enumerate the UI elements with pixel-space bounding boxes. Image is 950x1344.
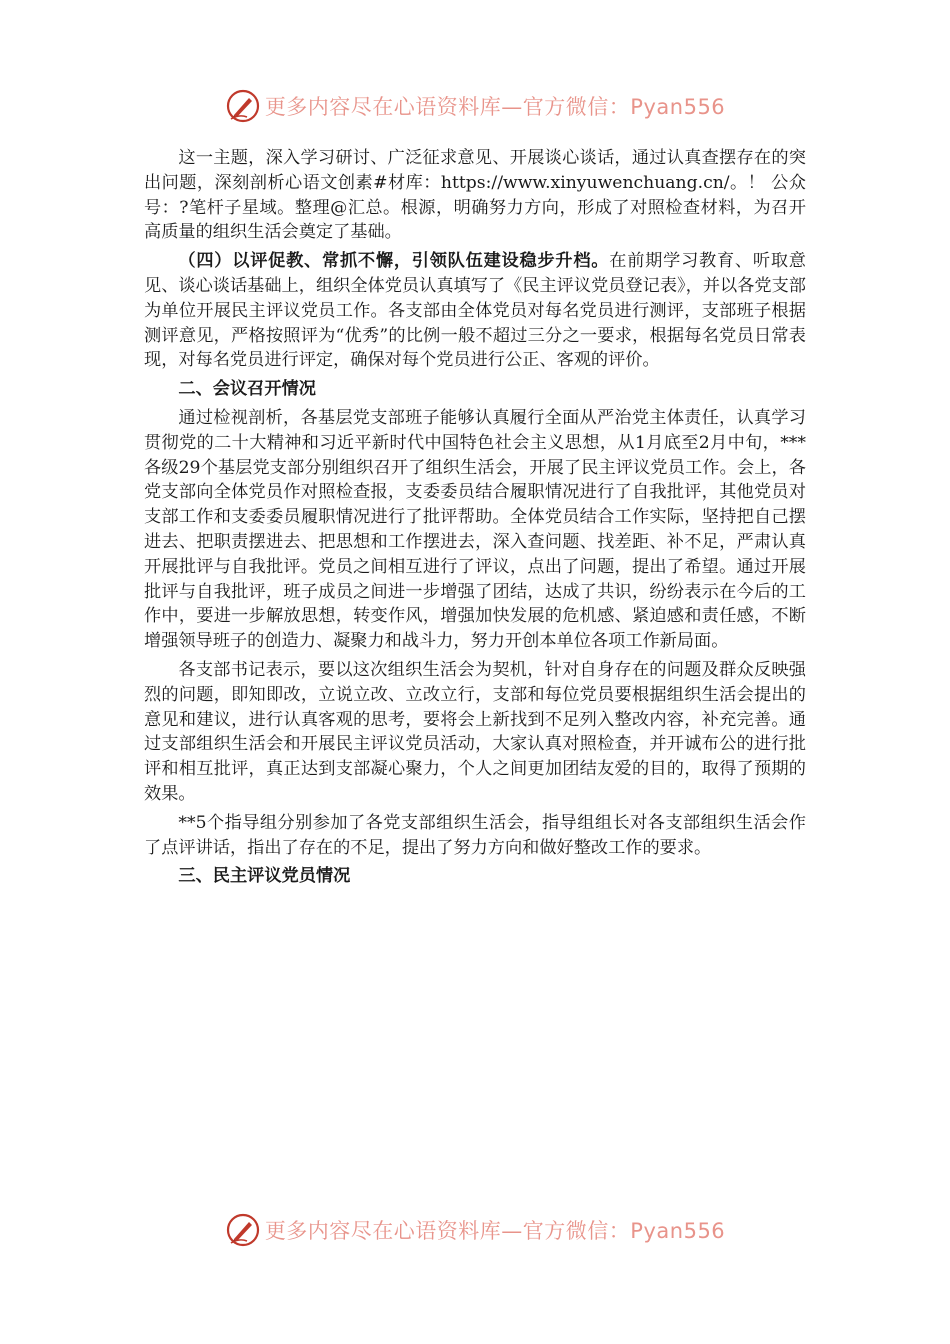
paragraph-5: **5个指导组分别参加了各党支部组织生活会，指导组组长对各支部组织生活会作了点评讲话，指出了存在的不足，提出了努力方向和做好整改工作的要求。: [144, 812, 806, 858]
section-heading-3: 三、民主评议党员情况: [178, 866, 351, 887]
section-heading-2: 二、会议召开情况: [178, 379, 316, 400]
paragraph-1: 这一主题，深入学习研讨、广泛征求意见、开展谈心谈话，通过认真查摆存在的突出问题，深刻剖析心语文创素#材库：https://www.xinyuwenchuang.cn/。！ 公众号：?笔杆子星域。整理@汇总。根源，明确努力方向，形成了对照检查材料，为召开高质量的组织生活会奠定了基础。: [144, 148, 806, 243]
pen-logo-icon: [225, 88, 261, 124]
watermark-text: 更多内容尽在心语资料库—官方微信：Pyan556: [264, 95, 726, 119]
pen-logo-icon: [225, 1212, 261, 1248]
document-body: [144, 146, 806, 893]
watermark-text: 更多内容尽在心语资料库—官方微信：Pyan556: [264, 1219, 726, 1243]
paragraph-2-body: 在前期学习教育、听取意见、谈心谈话基础上，组织全体党员认真填写了《民主评议党员登记表》，并以各党支部为单位开展民主评议党员工作。各支部由全体党员对每名党员进行测评，支部班子根据测评意见，严格按照评为“优秀”的比例一般不超过三分之一要求，根据每名党员日常表现，对每名党员进行评定，确保对每个党员进行公正、客观的评价。: [144, 251, 806, 371]
paragraph-3: 通过检视剖析，各基层党支部班子能够认真履行全面从严治党主体责任，认真学习贯彻党的二十大精神和习近平新时代中国特色社会主义思想，从1月底至2月中旬，***各级29个基层党支部分别组织召开了组织生活会，开展了民主评议党员工作。会上，各党支部向全体党员作对照检查报，支委委员结合履职情况进行了自我批评，其他党员对支部工作和支委委员履职情况进行了批评帮助。全体党员结合工作实际，坚持把自己摆进去、把职责摆进去、把思想和工作摆进去，深入查问题、找差距、补不足，严肃认真开展批评与自我批评。党员之间相互进行了评议，点出了问题，提出了希望。通过开展批评与自我批评，班子成员之间进一步增强了团结，达成了共识，纷纷表示在今后的工作中，要进一步解放思想，转变作风，增强加快发展的危机感、紧迫感和责任感，不断增强领导班子的创造力、凝聚力和战斗力，努力开创本单位各项工作新局面。: [144, 407, 806, 652]
footer-watermark-banner: [0, 1208, 950, 1252]
header-watermark-banner: [0, 84, 950, 128]
paragraph-4: 各支部书记表示，要以这次组织生活会为契机，针对自身存在的问题及群众反映强烈的问题，即知即改，立说立改、立改立行，支部和每位党员要根据组织生活会提出的意见和建议，进行认真客观的思考，要将会上新找到不足列入整改内容，补充完善。通过支部组织生活会和开展民主评议党员活动，大家认真对照检查，并开诚布公的进行批评和相互批评，真正达到支部凝心聚力，个人之间更加团结友爱的目的，取得了预期的效果。: [144, 659, 806, 804]
paragraph-2-lead: （四）以评促教、常抓不懈，引领队伍建设稳步升档。: [178, 251, 610, 272]
paragraph-2: [144, 249, 806, 373]
